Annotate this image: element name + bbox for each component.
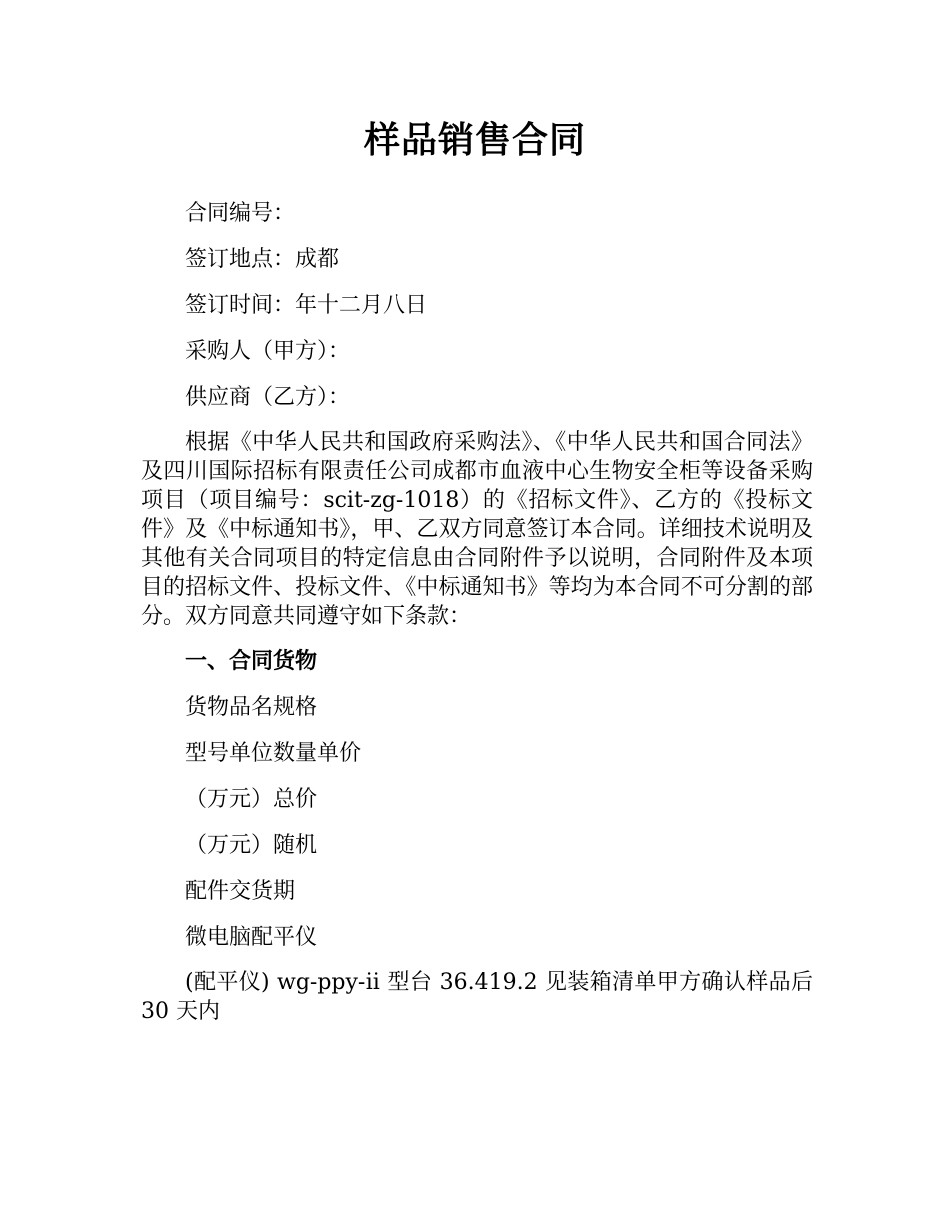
goods-item-line: (配平仪) wg-ppy-ⅱ 型台 36.419.2 见装箱清单甲方确认样品后 30 天内 — [141, 970, 813, 1024]
signing-date-line: 签订时间：年十二月八日 — [185, 293, 428, 318]
goods-table-line: （万元）随机 — [185, 833, 318, 858]
goods-table-line: （万元）总价 — [185, 787, 318, 812]
supplier-line: 供应商（乙方）： — [185, 385, 351, 410]
goods-table-line: 微电脑配平仪 — [185, 925, 318, 950]
goods-table-line: 型号单位数量单价 — [185, 741, 362, 766]
document-body — [141, 198, 813, 1041]
signing-place-line: 签订地点：成都 — [185, 247, 340, 272]
section-heading-goods: 一、合同货物 — [185, 649, 318, 674]
purchaser-line: 采购人（甲方）： — [185, 339, 351, 364]
preamble-paragraph: 根据《中华人民共和国政府采购法》、《中华人民共和国合同法》及四川国际招标有限责任公司成都市血液中心生物安全柜等设备采购项目（项目编号：scit-zg-1018）的《招标文件》、乙方的《投标文件》及《中标通知书》，甲、乙双方同意签订本合同。详细技术说明及其他有关合同项目的特定信息由合同附件予以说明，合同附件及本项目的招标文件、投标文件、《中标通知书》等均为本合同不可分割的部分。双方同意共同遵守如下条款： — [141, 430, 813, 629]
goods-table-line: 货物品名规格 — [185, 695, 318, 720]
contract-number-line: 合同编号： — [185, 201, 296, 226]
document-title: 样品销售合同 — [363, 120, 586, 161]
goods-table-line: 配件交货期 — [185, 879, 296, 904]
